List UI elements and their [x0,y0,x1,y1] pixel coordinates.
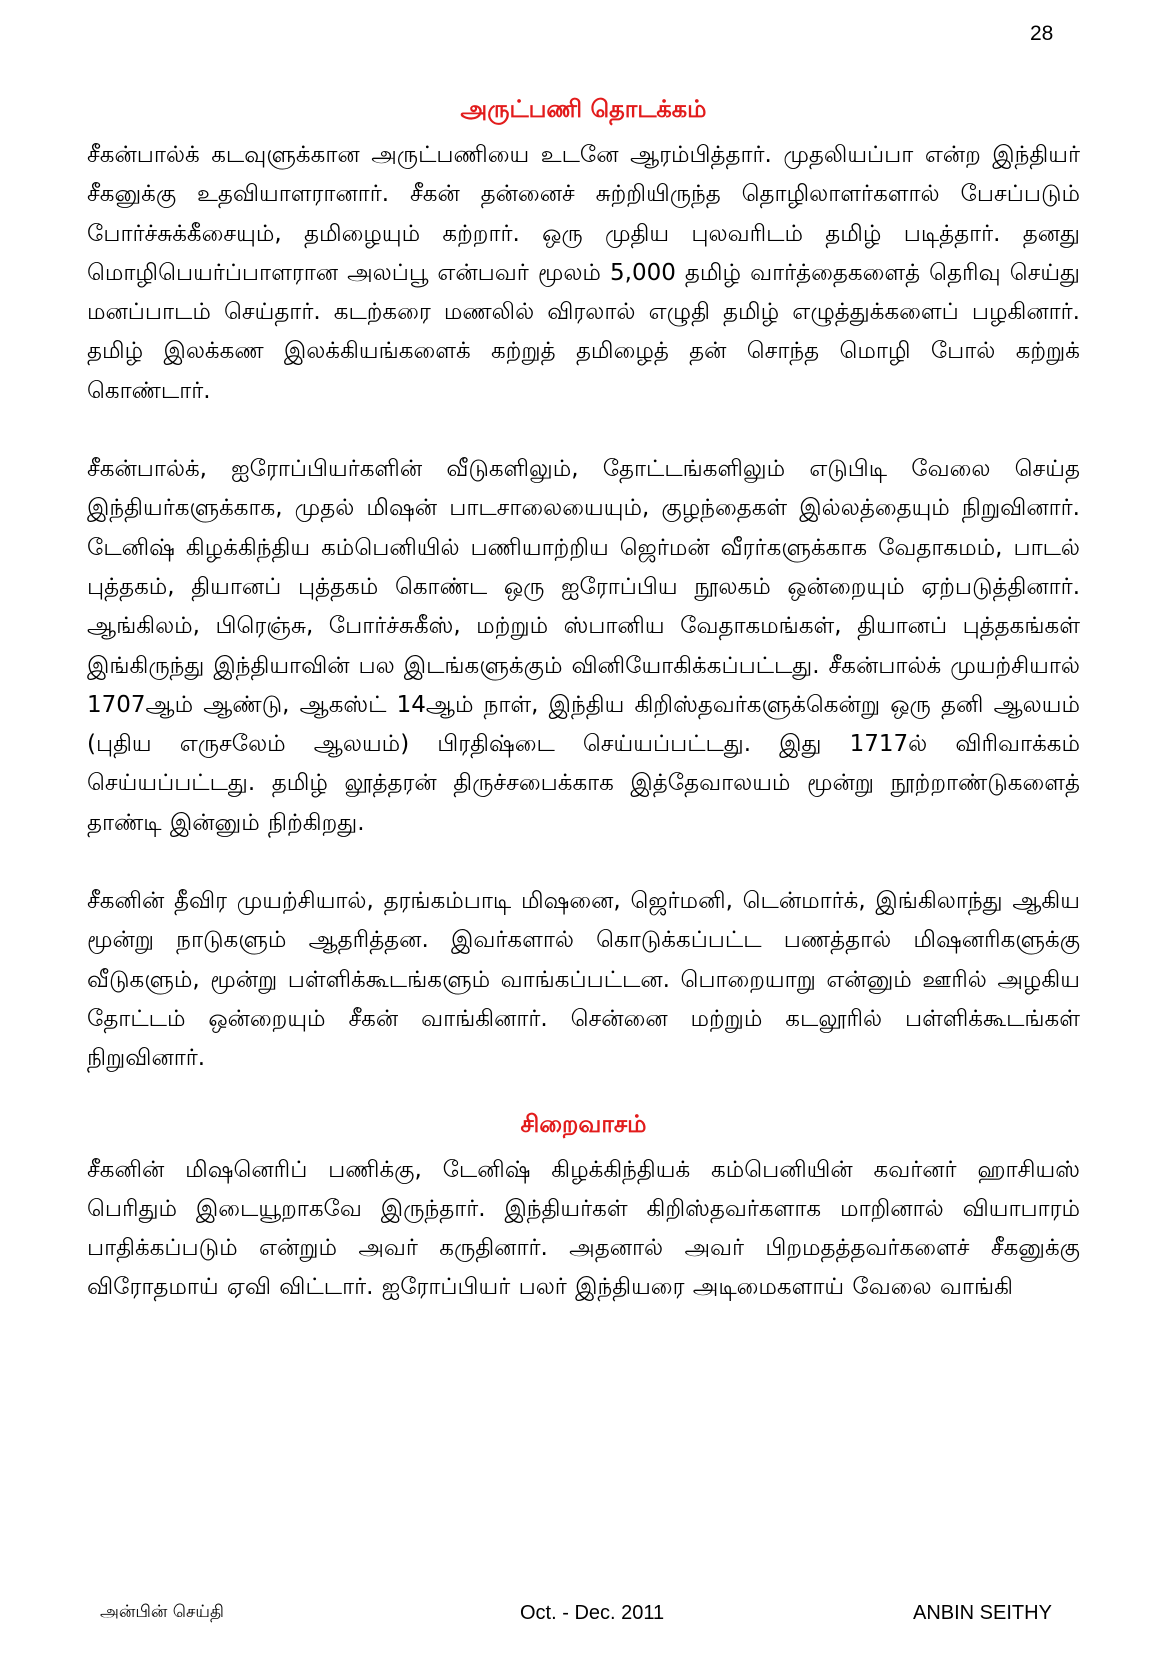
section-title-siraivasam: சிறைவாசம் [520,1109,647,1138]
footer-magazine-tamil: அன்பின் செய்தி [100,1602,224,1622]
article-body [87,92,1080,1308]
section-title-arutpani: அருட்பணி தொடக்கம் [460,95,707,123]
paragraph-4: சீகனின் மிஷனெரிப் பணிக்கு, டேனிஷ் கிழக்கிந்தியக் கம்பெனியின் கவர்னர் ஹாசியஸ் பெரிதும் இடையூறாகவே இருந்தார். இந்தியர்கள் கிறிஸ்தவர்களாக மாறினால் வியாபாரம் பாதிக்கப்படும் என்றும் அவர் கருதினார். அதனால் அவர் பிறமதத்தவர்களைச் சீகனுக்கு விரோதமாய் ஏவி விட்டார். ஐரோப்பியர் பலர் இந்தியரை அடிமைகளாய் வேலை வாங்கி [87,1156,1080,1301]
footer-magazine-english: ANBIN SEITHY [913,1602,1052,1624]
page-number: 28 [1030,22,1054,45]
footer-issue-date: Oct. - Dec. 2011 [520,1602,665,1624]
paragraph-2: சீகன்பால்க், ஐரோப்பியர்களின் வீடுகளிலும், தோட்டங்களிலும் எடுபிடி வேலை செய்த இந்தியர்களுக்காக, முதல் மிஷன் பாடசாலையையும், குழந்தைகள் இல்லத்தையும் நிறுவினார். டேனிஷ் கிழக்கிந்திய கம்பெனியில் பணியாற்றிய ஜெர்மன் வீரர்களுக்காக வேதாகமம், பாடல் புத்தகம், தியானப் புத்தகம் கொண்ட ஒரு ஐரோப்பிய நூலகம் ஒன்றையும் ஏற்படுத்தினார். ஆங்கிலம், பிரெஞ்சு, போர்ச்சுகீஸ், மற்றும் ஸ்பானிய வேதாகமங்கள், தியானப் புத்தகங்கள் இங்கிருந்து இந்தியாவின் பல இடங்களுக்கும் வினியோகிக்கப்பட்டது. சீகன்பால்க் முயற்சியால் 1707ஆம் ஆண்டு, ஆகஸ்ட் 14ஆம் நாள், இந்திய கிறிஸ்தவர்களுக்கென்று ஒரு தனி ஆலயம் (புதிய எருசலேம் ஆலயம்) பிரதிஷ்டை செய்யப்பட்டது. இது 1717ல் விரிவாக்கம் செய்யப்பட்டது. தமிழ் லூத்தரன் திருச்சபைக்காக இத்தேவாலயம் மூன்று நூற்றாண்டுகளைத் தாண்டி இன்னும் நிற்கிறது. [87,456,1080,836]
paragraph-1: சீகன்பால்க் கடவுளுக்கான அருட்பணியை உடனே ஆரம்பித்தார். முதலியப்பா என்ற இந்தியர் சீகனுக்கு உதவியாளரானார். சீகன் தன்னைச் சுற்றியிருந்த தொழிலாளர்களால் பேசப்படும் போர்ச்சுக்கீசையும், தமிழையும் கற்றார். ஒரு முதிய புலவரிடம் தமிழ் படித்தார். தனது மொழிபெயர்ப்பாளரான அலப்பூ என்பவர் மூலம் 5,000 தமிழ் வார்த்தைகளைத் தெரிவு செய்து மனப்பாடம் செய்தார். கடற்கரை மணலில் விரலால் எழுதி தமிழ் எழுத்துக்களைப் பழகினார். தமிழ் இலக்கண இலக்கியங்களைக் கற்றுத் தமிழைத் தன் சொந்த மொழி போல் கற்றுக் கொண்டார். [87,142,1080,404]
page-footer [0,1602,1167,1632]
paragraph-3: சீகனின் தீவிர முயற்சியால், தரங்கம்பாடி மிஷனை, ஜெர்மனி, டென்மார்க், இங்கிலாந்து ஆகிய மூன்று நாடுகளும் ஆதரித்தன. இவர்களால் கொடுக்கப்பட்ட பணத்தால் மிஷனரிகளுக்கு வீடுகளும், மூன்று பள்ளிக்கூடங்களும் வாங்கப்பட்டன. பொறையாறு என்னும் ஊரில் அழகிய தோட்டம் ஒன்றையும் சீகன் வாங்கினார். சென்னை மற்றும் கடலூரில் பள்ளிக்கூடங்கள் நிறுவினார். [87,888,1080,1072]
